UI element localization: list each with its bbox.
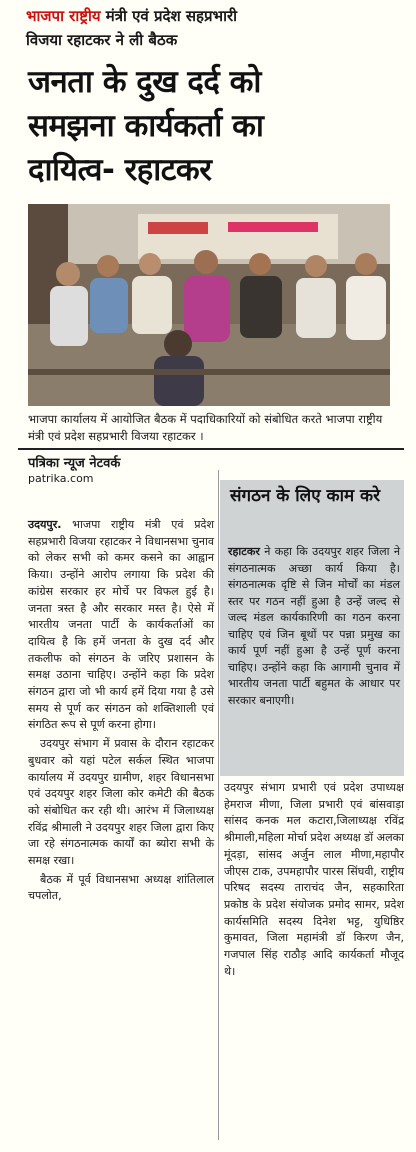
article-right-column bbox=[224, 780, 404, 980]
kicker-line-2: विजया रहाटकर ने ली बैठक bbox=[26, 31, 178, 49]
attendees-paragraph: उदयपुर संभाग प्रभारी एवं प्रदेश उपाध्यक्ष हेमराज मीणा, जिला प्रभारी एवं बांसवाड़ा सांसद कनक मल कटारा,जिलाध्यक्ष रविंद्र श्रीमाली,महिला मोर्चा प्रदेश अध्यक्ष डॉ अलका मूंदड़ा, सांसद अर्जुन लाल मीणा,महापौर जीएस टाक, उपमहापौर पारस सिंघवी, राष्ट्रीय परिषद सदस्य ताराचंद जैन, सहकारिता प्रकोष्ठ के प्रदेश संयोजक प्रमोद सामर, प्रदेश कार्यसमिति सदस्य दिनेश भट्ट, युधिष्ठिर कुमावत, जिला महामंत्री डॉ किरण जैन, गजपाल सिंह राठौड़ आदि कार्यकर्ता मौजूद थे। bbox=[224, 781, 404, 978]
article-left-column bbox=[28, 517, 214, 905]
meeting-photo-illustration bbox=[28, 204, 390, 406]
headline-line-1: जनता के दुख दर्द को bbox=[28, 64, 261, 100]
sidebox-lead: रहाटकर bbox=[228, 545, 260, 558]
headline-line-3: दायित्व- रहाटकर bbox=[28, 152, 212, 188]
section-rule bbox=[18, 448, 404, 450]
headline-line-2: समझना कार्यकर्ता का bbox=[28, 108, 264, 144]
article-paragraph-2: उदयपुर संभाग में प्रवास के दौरान रहाटकर बुधवार को यहां पटेल सर्कल स्थित भाजपा कार्यालय में उदयपुर ग्रामीण, शहर विधानसभा एवं उदयपुर शहर जिला कोर कमेटी की बैठक को संबोधित कर रही थी। आरंभ में जिलाध्यक्ष रविंद्र श्रीमाली ने उदयपुर शहर जिला द्वारा किए जा रहे संगठनात्मक कार्यों का ब्योरा सभी के समक्ष रखा। bbox=[28, 737, 214, 868]
photo-caption: भाजपा कार्यालय में आयोजित बैठक में पदाधिकारियों को संबोधित करते भाजपा राष्ट्रीय मंत्री एवं प्रदेश सहप्रभारी विजया रहाटकर । bbox=[28, 412, 383, 443]
agency-website: patrika.com bbox=[28, 472, 94, 485]
sidebox-body-text: ने कहा कि उदयपुर शहर जिला ने संगठनात्मक अच्छा कार्य किया है। संगठनात्मक दृष्टि से जिन मोर्चों का मंडल स्तर पर गठन नहीं हुआ है उन्हें जल्द से जल्द मंडल कार्यकारिणी का गठन करना चाहिए एवं जिन बूथों पर पन्ना प्रमुख का कार्य पूर्ण नहीं हुआ है उन्हें पूर्ण करना चाहिए। उन्होंने कहा कि आगामी चुनाव में भारतीय जनता पार्टी बहुमत के आधार पर सरकार बनाएगी। bbox=[228, 545, 400, 707]
article-paragraph-1 bbox=[28, 517, 214, 734]
article-paragraph-3: बैठक में पूर्व विधानसभा अध्यक्ष शांतिलाल चपलोत, bbox=[28, 872, 214, 903]
byline bbox=[28, 456, 218, 486]
dateline: उदयपुर. bbox=[28, 518, 62, 531]
kicker-line-1 bbox=[26, 6, 410, 26]
agency-name: पत्रिका न्यूज नेटवर्क bbox=[28, 456, 121, 471]
kicker-text: मंत्री एवं प्रदेश सहप्रभारी bbox=[100, 7, 238, 25]
sidebox-title: संगठन के लिए काम करे bbox=[230, 486, 381, 506]
sidebox-body bbox=[228, 544, 400, 709]
headline bbox=[28, 60, 412, 192]
kicker-red-text: भाजपा राष्ट्रीय bbox=[26, 7, 101, 25]
article-paragraph-1-text: भाजपा राष्ट्रीय मंत्री एवं प्रदेश सहप्रभारी विजया रहाटकर ने विधानसभा चुनाव को लेकर सभी को कमर कसने का आह्वान किया। उन्होंने आरोप लगाया कि प्रदेश की कांग्रेस सरकार हर मोर्चे पर विफल हुई है। जनता त्रस्त है और सरकार मस्त है। ऐसे में भारतीय जनता पार्टी के कार्यकर्ताओं का दायित्व है कि हमें जनता के दुख दर्द और तकलीफ को संगठन के जरिए प्रशासन के समक्ष उठाना चाहिए। उन्होंने कहा कि प्रदेश संगठन द्वारा जो भी कार्य हमें दिया गया है उसे समय से पूर्ण कर संगठन को शक्तिशाली एवं संगठित रूप से पूर्ण करना होगा। bbox=[28, 518, 214, 732]
column-divider bbox=[218, 470, 219, 1140]
news-photo bbox=[28, 204, 390, 406]
